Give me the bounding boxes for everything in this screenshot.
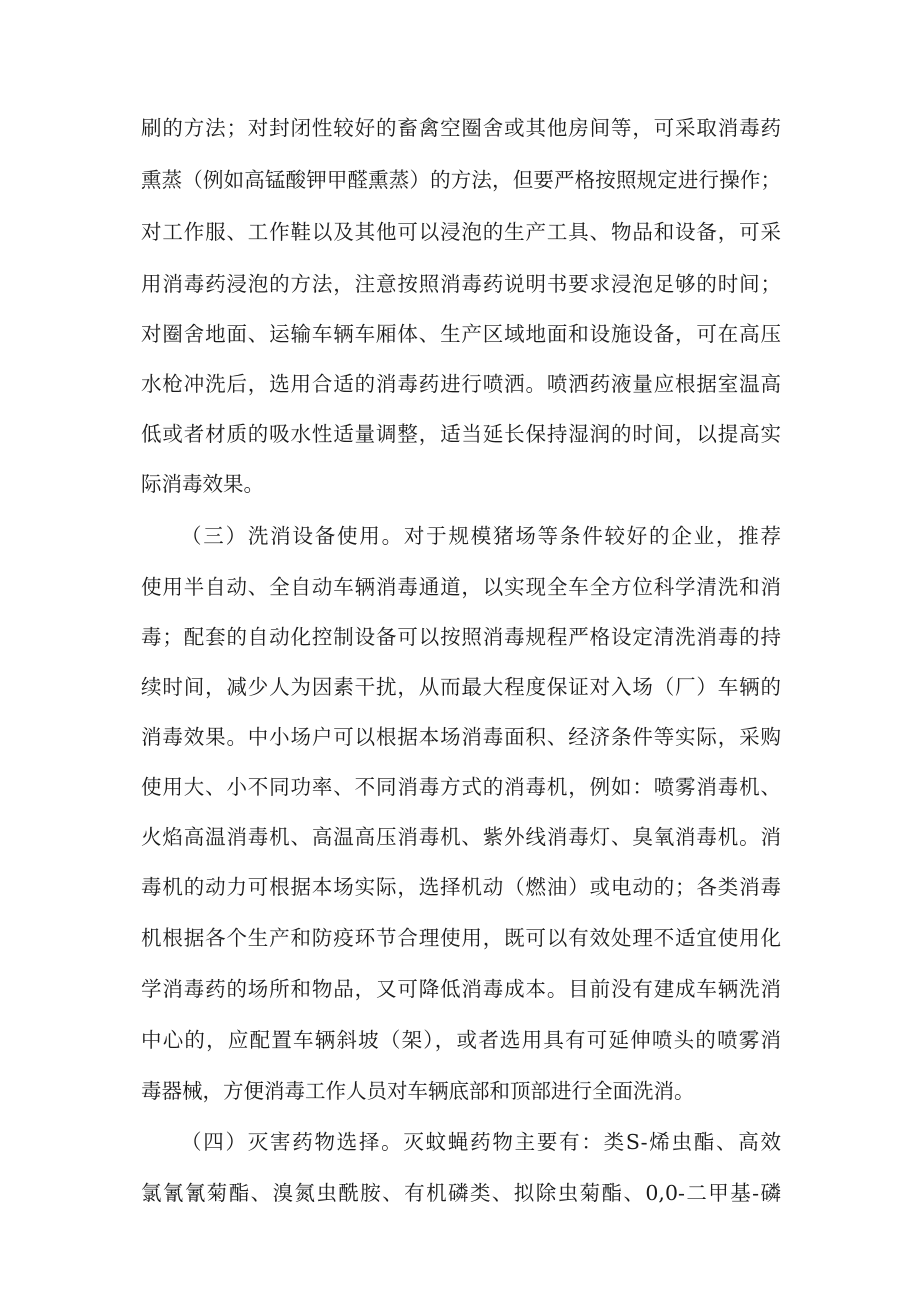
paragraph-line: 对圈舍地面、运输车辆车厢体、生产区域地面和设施设备，可在高压 [141,322,781,346]
paragraph-line: 毒；配套的自动化控制设备可以按照消毒规程严格设定清洗消毒的持 [141,625,781,649]
section-heading-line: （三）洗消设备使用。对于规模猪场等条件较好的企业，推荐 [181,524,781,548]
paragraph-line: 续时间，减少人为因素干扰，从而最大程度保证对入场（厂）车辆的 [141,675,781,699]
paragraph-line: 熏蒸（例如高锰酸钾甲醛熏蒸）的方法，但要严格按照规定进行操作； [141,168,781,192]
paragraph-line: 消毒效果。中小场户可以根据本场消毒面积、经济条件等实际，采购 [141,725,781,749]
paragraph-line: 对工作服、工作鞋以及其他可以浸泡的生产工具、物品和设备，可采 [141,220,781,244]
paragraph-line: 中心的，应配置车辆斜坡（架），或者选用具有可延伸喷头的喷雾消 [141,1028,781,1052]
paragraph-line: 使用半自动、全自动车辆消毒通道，以实现全车全方位科学清洗和消 [141,575,781,599]
paragraph-line: 毒机的动力可根据本场实际，选择机动（燃油）或电动的；各类消毒 [141,875,781,899]
section-heading-line: （四）灭害药物选择。灭蚊蝇药物主要有：类S-烯虫酯、高效 [181,1130,781,1154]
paragraph-line: 学消毒药的场所和物品，又可降低消毒成本。目前没有建成车辆洗消 [141,977,781,1001]
paragraph-line: 用消毒药浸泡的方法，注意按照消毒药说明书要求浸泡足够的时间； [141,272,781,296]
paragraph-line: 毒器械，方便消毒工作人员对车辆底部和顶部进行全面洗消。 [141,1079,695,1103]
paragraph-line: 际消毒效果。 [141,472,264,496]
paragraph-line: 低或者材质的吸水性适量调整，适当延长保持湿润的时间，以提高实 [141,422,781,446]
paragraph-line: 使用大、小不同功率、不同消毒方式的消毒机，例如：喷雾消毒机、 [141,775,781,799]
paragraph-line: 火焰高温消毒机、高温高压消毒机、紫外线消毒灯、臭氧消毒机。消 [141,825,781,849]
paragraph-line: 机根据各个生产和防疫环节合理使用，既可以有效处理不适宜使用化 [141,926,781,950]
paragraph-line: 刷的方法；对封闭性较好的畜禽空圈舍或其他房间等，可采取消毒药 [141,116,781,140]
paragraph-line: 水枪冲洗后，选用合适的消毒药进行喷洒。喷洒药液量应根据室温高 [141,372,781,396]
paragraph-line: 氯氰氰菊酯、溴氮虫酰胺、有机磷类、拟除虫菊酯、0,0-二甲基-磷 [141,1181,781,1205]
